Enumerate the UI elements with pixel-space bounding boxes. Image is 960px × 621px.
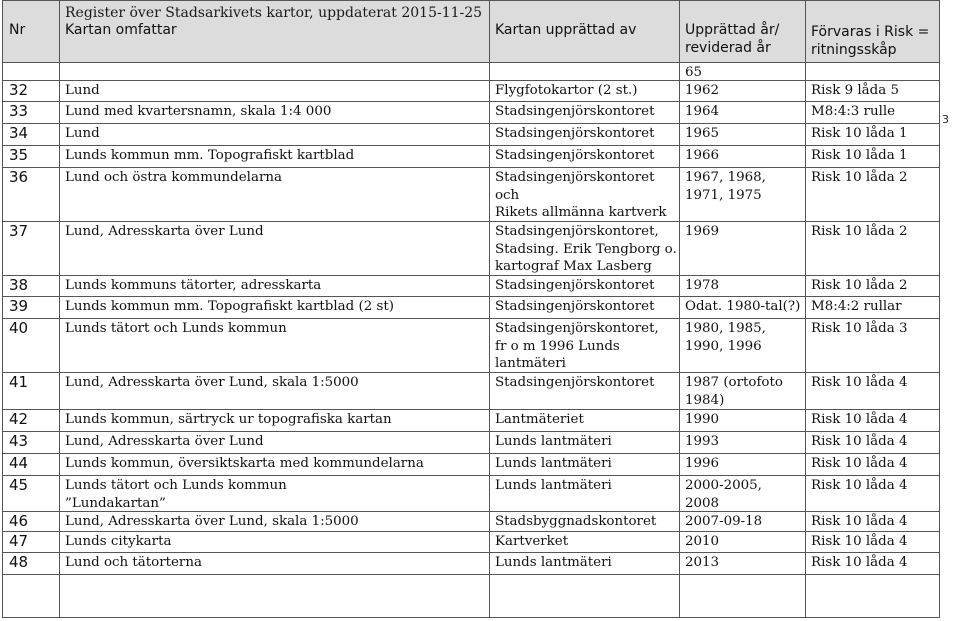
- cell-storage-line: Risk 10 låda 4: [811, 478, 908, 493]
- cell-maker-line: fr o m 1996 Lunds: [495, 338, 620, 354]
- cell-year-line: 2000-2005,: [685, 478, 762, 493]
- cell-maker-line: Rikets allmänna kartverk: [495, 205, 667, 220]
- cell-maker: [495, 147, 654, 165]
- cell-storage: [811, 103, 895, 121]
- cell-maker: [495, 298, 654, 316]
- cell-maker-line: kartograf Max Lasberg: [495, 259, 652, 274]
- row-divider: [2, 221, 939, 222]
- cell-storage: [811, 82, 899, 100]
- header-storage-line-1: Förvaras i Risk =: [811, 24, 930, 40]
- cell-maker-line: Stadsbyggnadskontoret: [495, 514, 657, 529]
- row-nr: 46: [9, 512, 29, 530]
- row-divider: [2, 372, 939, 373]
- cell-storage-line: Risk 10 låda 4: [811, 434, 908, 449]
- cell-year: [685, 374, 783, 409]
- cell-year-line: 2007-09-18: [685, 514, 763, 529]
- cell-map-line: Lund: [65, 83, 100, 98]
- cell-maker-line: och: [495, 187, 520, 203]
- cell-maker: [495, 125, 654, 143]
- cell-maker-line: Lunds lantmäteri: [495, 456, 612, 471]
- row-divider: [2, 275, 939, 276]
- column-divider: [679, 0, 680, 618]
- cell-year-line: 1969: [685, 224, 720, 239]
- cell-map-line: Lund och tätorterna: [65, 555, 202, 570]
- cell-map-line: Lunds kommuns tätorter, adresskarta: [65, 278, 322, 293]
- cell-map: [65, 477, 287, 512]
- cell-storage: [811, 223, 908, 241]
- row-nr: 39: [9, 297, 29, 315]
- cell-map: [65, 277, 321, 295]
- cell-map: [65, 533, 171, 551]
- cell-storage: [811, 513, 908, 531]
- row-nr: 38: [9, 276, 29, 294]
- row-nr: 32: [9, 81, 29, 99]
- cell-year: [685, 411, 719, 429]
- cell-storage-line: Risk 10 låda 1: [811, 148, 908, 163]
- cell-maker: [495, 169, 667, 222]
- cell-maker-line: Lunds lantmäteri: [495, 478, 612, 493]
- row-divider: [2, 475, 939, 476]
- row-nr: 43: [9, 432, 29, 450]
- header-year: [685, 21, 779, 57]
- cell-map: [65, 82, 100, 100]
- cell-maker: [495, 455, 612, 473]
- cell-storage: [811, 411, 908, 429]
- cell-year: [685, 169, 766, 204]
- cell-year-line: 2008: [685, 495, 720, 511]
- cell-year: [685, 433, 719, 451]
- cell-map-line: Lund: [65, 126, 100, 141]
- cell-maker-line: lantmäteri: [495, 356, 566, 371]
- cell-maker-line: Stadsingenjörskontoret: [495, 278, 655, 293]
- cell-storage-line: Risk 10 låda 2: [811, 224, 908, 239]
- cell-storage-line: M8:4:3 rulle: [811, 104, 896, 119]
- cell-year-line: 1984): [685, 392, 725, 408]
- row-divider: [2, 123, 939, 124]
- cell-year-line: 1964: [685, 104, 720, 119]
- cell-maker: [495, 82, 638, 100]
- row-divider: [2, 531, 939, 532]
- row-nr: 48: [9, 553, 29, 571]
- row-nr: 34: [9, 124, 29, 142]
- row-nr: 37: [9, 222, 29, 240]
- cell-storage: [811, 455, 908, 473]
- cell-year-line: 1990, 1996: [685, 338, 762, 354]
- cell-maker-line: Stadsingenjörskontoret: [495, 148, 655, 163]
- cell-map-line: Lund och östra kommundelarna: [65, 170, 282, 185]
- row-divider: [2, 453, 939, 454]
- row-divider: [2, 318, 939, 319]
- cell-map: [65, 433, 264, 451]
- cell-storage-line: Risk 10 låda 2: [811, 170, 908, 185]
- register-title: Register över Stadsarkivets kartor, uppdaterat 2015-11-25: [65, 5, 483, 21]
- cell-map-line: Lunds citykarta: [65, 534, 172, 549]
- column-divider: [939, 0, 940, 618]
- header-maker: Kartan upprättad av: [495, 22, 637, 38]
- cell-map: [65, 320, 287, 338]
- cell-storage: [811, 169, 908, 187]
- cell-maker: [495, 223, 677, 276]
- row-divider: [2, 167, 939, 168]
- cell-year-line: 1965: [685, 126, 720, 141]
- cell-storage-line: Risk 10 låda 1: [811, 126, 908, 141]
- row-nr: 45: [9, 476, 29, 494]
- cell-maker: [495, 554, 612, 572]
- cell-map-line: Lund, Adresskarta över Lund, skala 1:5000: [65, 514, 359, 529]
- cell-map-line: Lund, Adresskarta över Lund: [65, 434, 264, 449]
- header-storage: [811, 23, 929, 59]
- header-nr: Nr: [9, 22, 26, 38]
- row-divider: [2, 617, 939, 618]
- row-divider: [2, 62, 939, 63]
- cell-maker: [495, 533, 568, 551]
- cell-maker: [495, 513, 656, 531]
- column-divider: [805, 0, 806, 618]
- cell-map: [65, 374, 359, 392]
- cell-map: [65, 513, 359, 531]
- cell-storage-line: Risk 10 låda 2: [811, 278, 908, 293]
- cell-storage: [811, 374, 908, 392]
- cell-storage-line: Risk 10 låda 4: [811, 375, 908, 390]
- cell-map: [65, 125, 100, 143]
- cell-year: [685, 513, 762, 531]
- cell-year-line: 1967, 1968,: [685, 170, 766, 185]
- row-nr: 41: [9, 373, 29, 391]
- page-number: 3: [942, 113, 949, 126]
- row-divider: [2, 431, 939, 432]
- cell-map-line: ”Lundakartan”: [65, 495, 166, 511]
- column-divider: [489, 0, 490, 618]
- cell-map-line: Lund, Adresskarta över Lund: [65, 224, 264, 239]
- column-divider: [59, 0, 60, 618]
- cell-maker-line: Stadsingenjörskontoret: [495, 104, 655, 119]
- row-divider: [2, 552, 939, 553]
- cell-storage: [811, 477, 908, 495]
- cell-storage: [811, 277, 908, 295]
- register-sheet: [2, 0, 949, 618]
- cell-maker-line: Kartverket: [495, 534, 569, 549]
- cell-year: [685, 298, 800, 316]
- cell-maker: [495, 277, 654, 295]
- row-divider: [2, 80, 939, 81]
- cell-maker-line: Stadsingenjörskontoret: [495, 170, 655, 185]
- cell-year-line: 2010: [685, 534, 720, 549]
- cell-year-line: 2013: [685, 555, 720, 570]
- cell-map-line: Lunds kommun, särtryck ur topografiska kartan: [65, 412, 392, 427]
- cell-storage: [811, 298, 902, 316]
- cell-year-line: Odat. 1980-tal(?): [685, 299, 801, 314]
- row-divider: [2, 145, 939, 146]
- cell-maker: [495, 477, 612, 495]
- row-nr: 33: [9, 102, 29, 120]
- cell-storage: [811, 533, 908, 551]
- cell-maker: [495, 320, 659, 373]
- row-divider: [2, 574, 939, 575]
- cell-maker-line: Stadsingenjörskontoret: [495, 375, 655, 390]
- row-nr: 47: [9, 532, 29, 550]
- cell-year: [685, 455, 719, 473]
- cell-map: [65, 103, 331, 121]
- cell-storage-line: Risk 10 låda 4: [811, 555, 908, 570]
- header-year-line-2: reviderad år: [685, 40, 771, 56]
- cell-maker-line: Flygfotokartor (2 st.): [495, 83, 638, 98]
- cell-maker: [495, 433, 612, 451]
- cell-year: [685, 277, 719, 295]
- cell-map-line: Lunds kommun mm. Topografiskt kartblad: [65, 148, 355, 163]
- cell-year-line: 1996: [685, 456, 720, 471]
- cell-year: [685, 147, 719, 165]
- cell-maker-line: Stadsingenjörskontoret,: [495, 321, 659, 336]
- cell-storage-line: M8:4:2 rullar: [811, 299, 902, 314]
- row-divider: [2, 0, 939, 1]
- cell-year: [685, 223, 719, 241]
- row-nr: 35: [9, 146, 29, 164]
- cell-map: [65, 455, 424, 473]
- cell-map: [65, 411, 392, 429]
- cell-maker-line: Lunds lantmäteri: [495, 434, 612, 449]
- cell-storage: [811, 554, 908, 572]
- row-nr: 36: [9, 168, 29, 186]
- cell-maker-line: Stadsingenjörskontoret: [495, 299, 655, 314]
- cell-storage-line: Risk 10 låda 4: [811, 412, 908, 427]
- cell-maker-line: Lantmäteriet: [495, 412, 584, 427]
- row-divider: [2, 296, 939, 297]
- cell-maker-line: Stadsingenjörskontoret,: [495, 224, 659, 239]
- cell-map: [65, 554, 202, 572]
- cell-map-line: Lund, Adresskarta över Lund, skala 1:5000: [65, 375, 359, 390]
- cell-storage: [811, 320, 908, 338]
- register-table: [2, 0, 939, 618]
- row-nr: 44: [9, 454, 29, 472]
- cell-year-line: 1962: [685, 83, 720, 98]
- cell-map: [65, 147, 354, 165]
- cell-map-line: Lunds kommun mm. Topografiskt kartblad (2 st): [65, 299, 394, 314]
- cell-map-line: Lunds tätort och Lunds kommun: [65, 478, 287, 493]
- cell-map: [65, 298, 394, 316]
- header-storage-line-2: ritningsskåp: [811, 42, 897, 58]
- cell-year: [685, 82, 719, 100]
- header-year-line-1: Upprättad år/: [685, 22, 780, 38]
- cell-year: [685, 477, 762, 512]
- cell-year: [685, 554, 719, 572]
- cell-year: [685, 320, 766, 355]
- cell-map-line: Lunds kommun, översiktskarta med kommundelarna: [65, 456, 424, 471]
- cell-year: [685, 125, 719, 143]
- row-nr: 42: [9, 410, 29, 428]
- cell-maker: [495, 411, 584, 429]
- cell-year-line: 1980, 1985,: [685, 321, 766, 336]
- column-divider: [2, 0, 3, 618]
- cell-storage-line: Risk 10 låda 4: [811, 456, 908, 471]
- cell-map-line: Lund med kvartersnamn, skala 1:4 000: [65, 104, 332, 119]
- top-number: 65: [685, 65, 703, 80]
- cell-storage-line: Risk 10 låda 4: [811, 534, 908, 549]
- row-nr: 40: [9, 319, 29, 337]
- cell-year-line: 1971, 1975: [685, 187, 762, 203]
- cell-year: [685, 533, 719, 551]
- cell-year-line: 1966: [685, 148, 720, 163]
- cell-storage: [811, 433, 908, 451]
- cell-maker-line: Lunds lantmäteri: [495, 555, 612, 570]
- cell-maker: [495, 103, 654, 121]
- cell-year-line: 1978: [685, 278, 720, 293]
- cell-storage: [811, 147, 908, 165]
- cell-maker: [495, 374, 654, 392]
- cell-storage-line: Risk 9 låda 5: [811, 83, 899, 98]
- cell-year: [685, 103, 719, 121]
- cell-map: [65, 169, 282, 187]
- header-map: Kartan omfattar: [65, 22, 177, 38]
- cell-year-line: 1987 (ortofoto: [685, 375, 783, 390]
- cell-storage: [811, 125, 908, 143]
- row-divider: [2, 101, 939, 102]
- cell-maker-line: Stadsing. Erik Tengborg o.: [495, 241, 677, 257]
- cell-storage-line: Risk 10 låda 4: [811, 514, 908, 529]
- cell-storage-line: Risk 10 låda 3: [811, 321, 908, 336]
- cell-year-line: 1990: [685, 412, 720, 427]
- cell-maker-line: Stadsingenjörskontoret: [495, 126, 655, 141]
- row-divider: [2, 409, 939, 410]
- cell-map: [65, 223, 264, 241]
- cell-year-line: 1993: [685, 434, 720, 449]
- cell-map-line: Lunds tätort och Lunds kommun: [65, 321, 287, 336]
